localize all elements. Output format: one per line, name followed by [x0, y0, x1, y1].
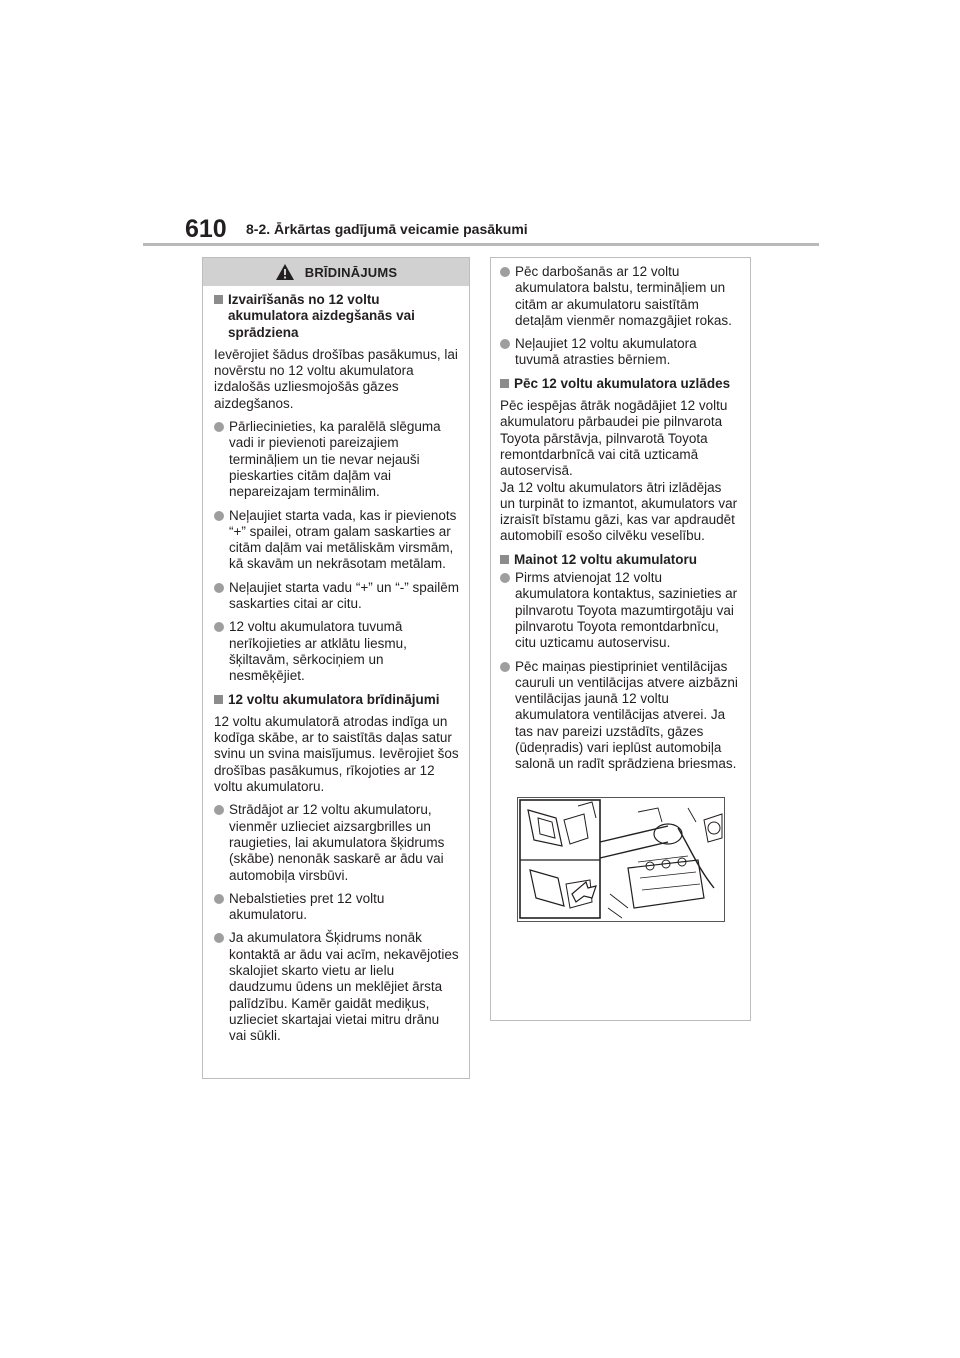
circle-bullet-icon: [500, 339, 510, 349]
header-divider: [143, 243, 819, 246]
list-item: [500, 659, 740, 773]
list-item: [214, 419, 459, 500]
circle-bullet-icon: [214, 933, 224, 943]
warning-triangle-icon: [275, 263, 295, 281]
list-item-text: Pārliecinieties, ka paralēlā slēguma vadi ir pievienoti pareizajiem termināļiem un tie nevar nejauši pieskarties citām daļām vai nepareizajam terminālim.: [229, 419, 441, 500]
page-number: 610: [185, 215, 227, 243]
circle-bullet-icon: [500, 573, 510, 583]
section-title: 8-2. Ārkārtas gadījumā veicamie pasākumi: [246, 221, 528, 237]
circle-bullet-icon: [214, 422, 224, 432]
subheading: [214, 292, 459, 341]
paragraph: Ievērojiet šādus drošības pasākumus, lai novērstu no 12 voltu akumulatora izdalošās uzliesmojošās gāzes aizdegšanos.: [214, 346, 458, 411]
list-item-text: Ja akumulatora Šķidrums nonāk kontaktā ar ādu vai acīm, nekavējoties skalojiet skarto vietu ar lielu daudzumu ūdens un meklējiet ārsta palīdzību. Kamēr gaidāt mediķus, uzlieciet skartajai vietai mitru drānu vai sūkli.: [229, 930, 459, 1044]
list-item: [214, 802, 459, 883]
list-item: [500, 336, 740, 369]
subheading: [500, 376, 740, 392]
list-item-text: Pēc maiņas piestipriniet ventilācijas cauruli un ventilācijas atvere aizbāzni ventilācijas jaunā 12 voltu akumulatora ventilācijas atverei. Ja tas nav pareizi uzstādīts, gāzes (ūdeņradis) vari ieplūst automobiļa salonā un radīt sprādziena briesmas.: [515, 658, 738, 772]
warning-header: [203, 258, 469, 286]
list-item-text: 12 voltu akumulatora tuvumā nerīkojieties ar atklātu liesmu, šķiltavām, sērkociņiem un nesmēķējiet.: [229, 619, 407, 684]
list-item: [500, 264, 740, 329]
warning-box-right: [490, 257, 751, 1021]
paragraph: 12 voltu akumulatorā atrodas indīga un kodīga skābe, ar to saistītās daļas satur svinu un svina maisījumus. Ievērojiet šos drošības pasākumus, rīkojoties ar 12 voltu akumulatoru.: [214, 713, 459, 795]
paragraph: Ja 12 voltu akumulators ātri izlādējas un turpināt to izmantot, akumulators var izraisīt bīstamu gāzi, kas var apdraudēt automobilī esošo cilvēku veselību.: [500, 479, 738, 544]
list-item: [214, 930, 459, 1044]
list-item-text: Pirms atvienojat 12 voltu akumulatora kontaktus, sazinieties ar pilnvarotu Toyota mazumtirgotāju vai pilnvarotu Toyota remontdarbnīcu, citu uzticamu autoservisu.: [515, 570, 738, 651]
square-bullet-icon: [214, 695, 223, 704]
circle-bullet-icon: [214, 583, 224, 593]
list-item-text: Pēc darbošanās ar 12 voltu akumulatora balstu, termināļiem un citām ar akumulatoru saistītām detaļām vienmēr nomazgājiet rokas.: [515, 264, 732, 328]
list-item-text: Neļaujiet starta vada, kas ir pievienots “+” spailei, otram galam saskarties ar citām daļām vai metāliskām virsmām, kā skavām un nekrāsotam metālam.: [229, 507, 457, 572]
list-item-text: Neļaujiet 12 voltu akumulatora tuvumā atrasties bērniem.: [515, 336, 697, 368]
list-item: [214, 580, 459, 613]
circle-bullet-icon: [214, 511, 224, 521]
subheading-text: Mainot 12 voltu akumulatoru: [514, 551, 698, 567]
circle-bullet-icon: [500, 267, 510, 277]
list-item: [214, 891, 459, 924]
list-item-text: Strādājot ar 12 voltu akumulatoru, vienmēr uzlieciet aizsargbrilles un raugieties, lai akumulatora šķidrums (skābe) nenonāk saskarē ar ādu vai automobiļa virsbūvi.: [229, 802, 445, 883]
subheading-text: 12 voltu akumulatora brīdinājumi: [228, 691, 440, 707]
square-bullet-icon: [500, 379, 509, 388]
warning-box-left: [202, 257, 470, 1079]
warning-title: BRĪDINĀJUMS: [304, 264, 398, 280]
circle-bullet-icon: [214, 894, 224, 904]
list-item-text: Neļaujiet starta vadu “+” un “-” spailēm saskarties citai ar citu.: [229, 579, 459, 612]
list-item: [214, 619, 459, 684]
battery-vent-illustration: [517, 797, 725, 922]
subheading-text: Pēc 12 voltu akumulatora uzlādes: [514, 375, 731, 391]
list-item-text: Nebalstieties pret 12 voltu akumulatoru.: [229, 890, 385, 923]
paragraph: Pēc iespējas ātrāk nogādājiet 12 voltu akumulatoru pārbaudei pie pilnvarota Toyota pārstāvja, pilnvarotā Toyota remontdarbnīcā vai citā uzticamā autoservisā.: [500, 398, 728, 479]
circle-bullet-icon: [214, 622, 224, 632]
square-bullet-icon: [214, 295, 223, 304]
circle-bullet-icon: [214, 805, 224, 815]
subheading: [500, 552, 740, 568]
subheading-text: Izvairīšanās no 12 voltu akumulatora aizdegšanās vai sprādziena: [228, 292, 415, 340]
subheading: [214, 692, 459, 708]
circle-bullet-icon: [500, 662, 510, 672]
list-item: [214, 508, 459, 573]
square-bullet-icon: [500, 555, 509, 564]
list-item: [500, 570, 740, 651]
